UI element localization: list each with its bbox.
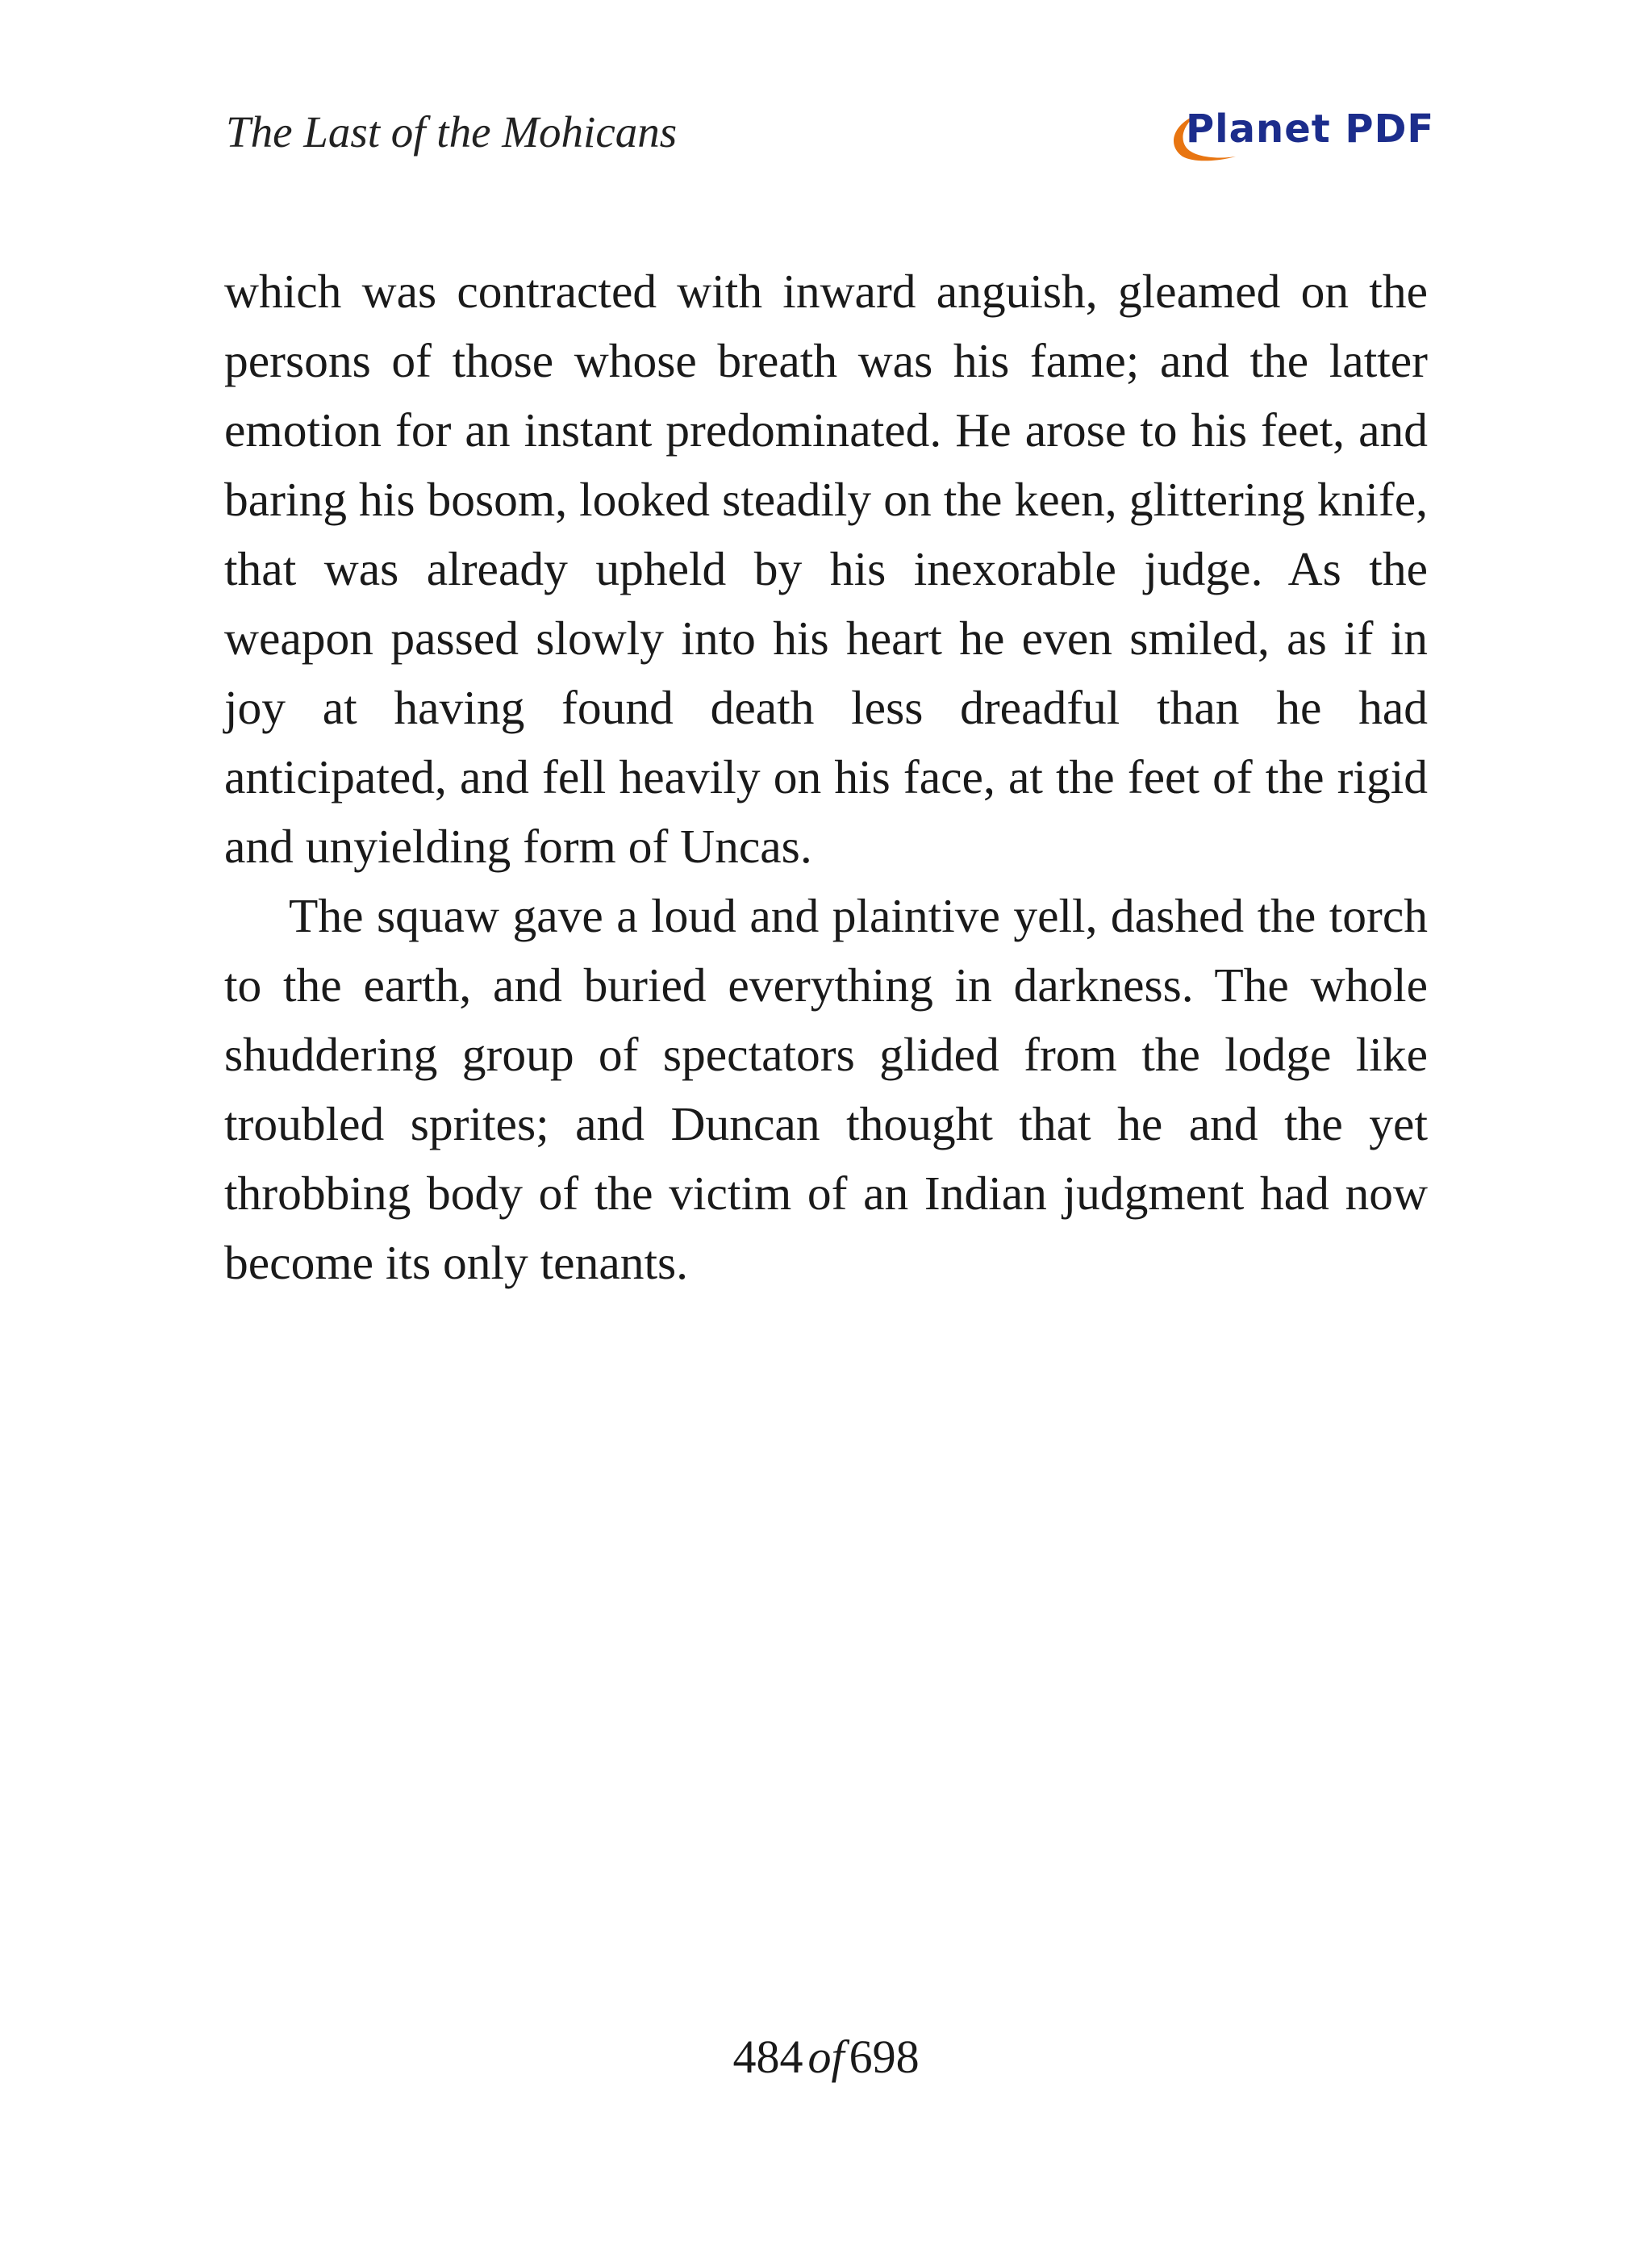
book-title: The Last of the Mohicans [226,107,678,157]
current-page: 484 [732,2031,803,2083]
page-header [226,103,1435,168]
paragraph-continuation: which was contracted with inward anguish, gleamed on the persons of those whose breath was his fame; and the latter emotion for an instant predominated. He arose to his feet, and baring his bosom, looked steadily on the keen, glittering knife, that was already upheld by his inexorable judge. As the weapon passed slowly into his heart he even smiled, as if in joy at having found death less dreadful than he had anticipated, and fell heavily on his face, at the feet of the rigid and unyielding form of Uncas. [224,265,1428,873]
page-number [0,2030,1652,2084]
logo-text: Planet PDF [1186,106,1435,152]
total-pages: 698 [849,2031,920,2083]
body-text [224,257,1428,1297]
planet-pdf-logo [1162,103,1435,165]
page-of-label: of [807,2031,845,2083]
paragraph: The squaw gave a loud and plaintive yell, dashed the torch to the earth, and buried everything in darkness. The whole shuddering group of spectators glided from the lodge like troubled sprites; and Duncan thought that he and the yet throbbing body of the victim of an Indian judgment had now become its only tenants. [224,889,1428,1289]
